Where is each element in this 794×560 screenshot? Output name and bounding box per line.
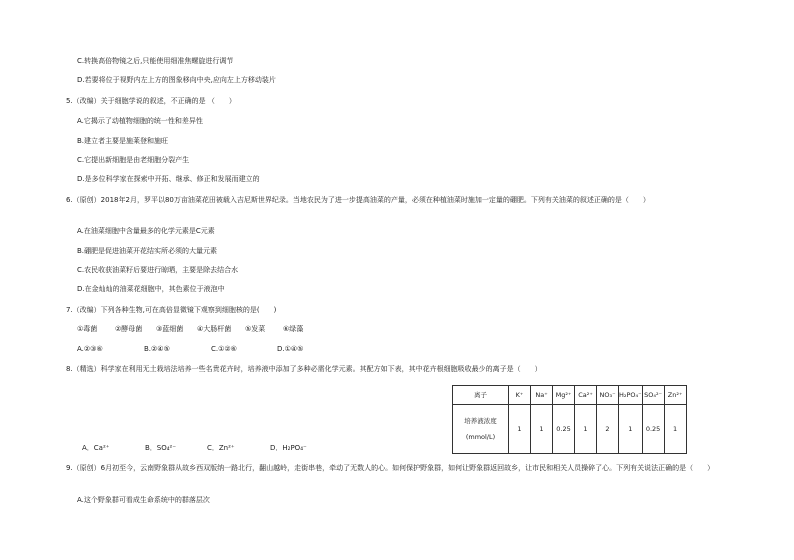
table-ion-header: Na⁺ — [531, 386, 553, 405]
table-ion-header: SO₄²⁻ — [642, 386, 664, 405]
q8-options — [82, 443, 307, 453]
q8-option-d: D．H₂PO₄⁻ — [270, 444, 307, 452]
q6-stem: 6.（原创）2018年2月，罗平以80万亩油菜花田被载入吉尼斯世界纪录。当地农民为了进一步提高油菜的产量，必须在种植油菜时施加一定量的硼肥。下列有关油菜的叙述正确的是（ ） — [66, 196, 650, 204]
table-ion-header: K⁺ — [509, 386, 531, 405]
table-ion-header: Ca²⁺ — [575, 386, 597, 405]
q7-option-b: B.②④⑤ — [144, 345, 170, 353]
q5-option-c: C.它提出新细胞是由老细胞分裂产生 — [77, 156, 190, 164]
q7-organism-2: ②酵母菌 — [115, 325, 143, 333]
q6-option-c: C.农民收获油菜籽后要进行晾晒，主要是除去结合水 — [77, 266, 239, 274]
q6-option-a: A.在油菜细胞中含量最多的化学元素是C元素 — [77, 227, 215, 235]
q5-option-b: B.建立者主要是施莱登和施旺 — [77, 137, 169, 145]
table-ion-header: NO₃⁻ — [597, 386, 619, 405]
q5-option-d: D.是多位科学家在探索中开拓、继承、修正和发展而建立的 — [77, 175, 260, 183]
ion-concentration-table — [452, 385, 687, 454]
q9-option-a: A.这个野象群可看成生命系统中的群落层次 — [77, 496, 210, 504]
table-value-cell: 1 — [531, 405, 553, 454]
table-value-cell: 1 — [664, 405, 686, 454]
table-ion-header: Mg²⁺ — [553, 386, 575, 405]
q6-option-b: B.硼肥是促进油菜开花结实所必须的大量元素 — [77, 247, 218, 255]
table-row-label: 培养液浓度(mmol/L) — [453, 405, 509, 454]
q8-option-c: C．Zn²⁺ — [207, 444, 235, 452]
table-ion-header: H₂PO₄⁻ — [619, 386, 643, 405]
q7-stem: 7.（改编）下列各种生物,可在高倍显微镜下观察到细胞核的是( ) — [66, 306, 277, 314]
q7-organism-list — [77, 324, 303, 334]
table-value-cell: 1 — [619, 405, 643, 454]
q9-stem: 9.（原创）6月初至今，云南野象群从故乡西双版纳一路北行，翻山越岭，走街串巷，牵动了无数人的心。如何保护野象群，如何让野象群返回故乡，让市民和相关人员操碎了心。下列有关说法正确的是（ ） — [66, 464, 715, 472]
table-value-cell: 1 — [575, 405, 597, 454]
table-value-cell: 0.25 — [553, 405, 575, 454]
q7-options — [77, 344, 303, 354]
q6-option-d: D.在金灿灿的油菜花细胞中，其色素位于液泡中 — [77, 285, 225, 293]
table-value-cell: 0.25 — [642, 405, 664, 454]
q7-organism-5: ⑤发菜 — [245, 325, 266, 333]
q7-organism-1: ①毒菌 — [77, 325, 98, 333]
q8-option-b: B．SO₄²⁻ — [145, 444, 177, 452]
q7-option-c: C.①②⑥ — [211, 345, 237, 353]
q7-organism-3: ③蓝细菌 — [156, 325, 184, 333]
q7-option-d: D.①④⑤ — [277, 345, 304, 353]
table-value-cell: 2 — [597, 405, 619, 454]
q7-option-a: A.②③⑥ — [77, 345, 103, 353]
table-value-cell: 1 — [509, 405, 531, 454]
q8-option-a: A．Ca²⁺ — [82, 444, 110, 452]
q8-stem: 8.（精选）科学家在利用无土栽培法培养一些名贵花卉时，培养液中添加了多种必需化学元素。其配方如下表，其中花卉根细胞吸收最少的离子是（ ） — [66, 365, 542, 373]
q7-organism-6: ⑥绿藻 — [283, 325, 304, 333]
table-ion-header: Zn²⁺ — [664, 386, 686, 405]
q5-option-a: A.它揭示了动植物细胞的统一性和差异性 — [77, 117, 203, 125]
q4-option-c: C.转换高倍物镜之后,只能使用细准焦螺旋进行调节 — [77, 57, 234, 65]
q4-option-d: D.若要将位于视野内左上方的图象移向中央,应向左上方移动装片 — [77, 76, 276, 84]
q5-stem: 5.（改编）关于细胞学说的叙述，不正确的是 （ ） — [66, 97, 236, 105]
table-header-label: 离子 — [453, 386, 509, 405]
q7-organism-4: ④大肠杆菌 — [197, 325, 232, 333]
